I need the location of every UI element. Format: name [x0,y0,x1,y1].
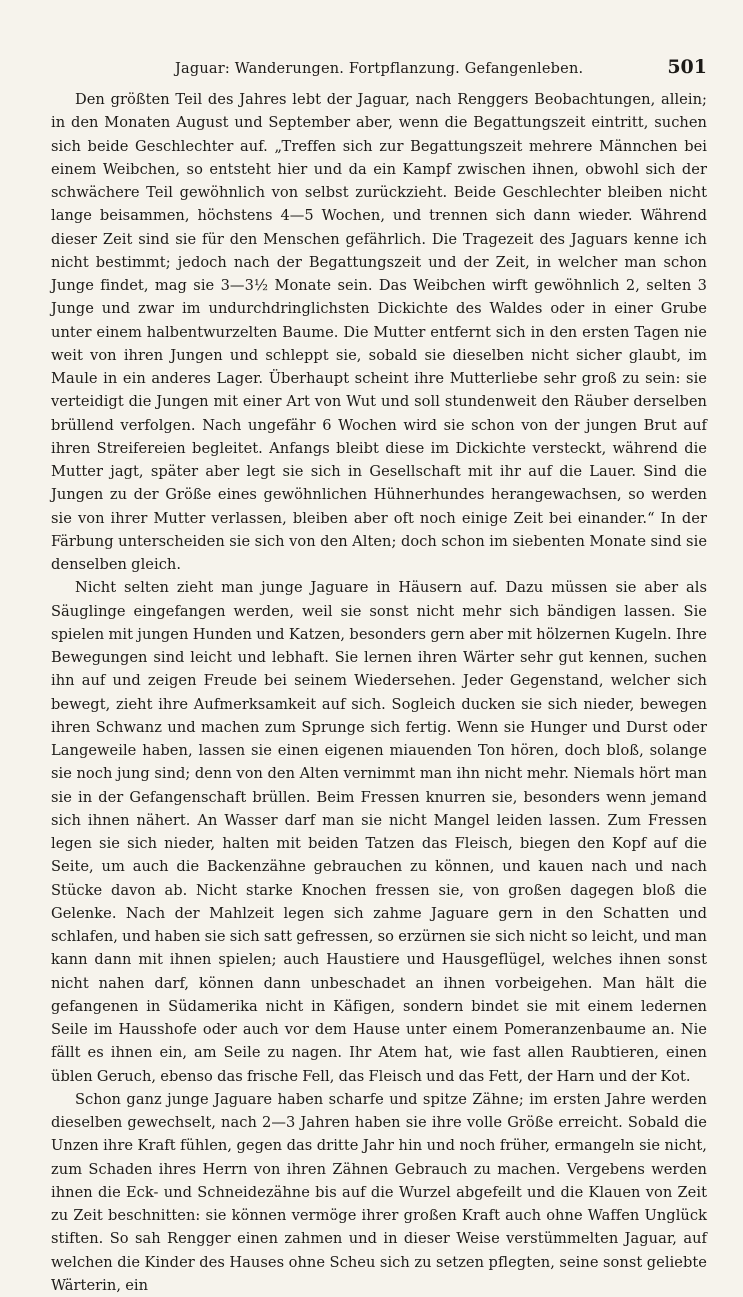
page-number: 501 [667,56,707,78]
paragraph: Nicht selten zieht man junge Jaguare in Häusern auf. Dazu müssen sie aber als Säuglinge eingefangen werden, weil sie sonst nicht mehr sich bändigen lassen. Sie spielen mit jungen Hunden und Katzen, besonders gern aber mit hölzernen Kugeln. Ihre Bewegungen sind leicht und lebhaft. Sie lernen ihren Wärter sehr gut kennen, suchen ihn auf und zeigen Freude bei seinem Wiedersehen. Jeder Gegenstand, welcher sich bewegt, zieht ihre Aufmerksamkeit auf sich. Sogleich ducken sie sich nieder, bewegen ihren Schwanz und machen zum Sprunge sich fertig. Wenn sie Hunger und Durst oder Langeweile haben, lassen sie einen eigenen miauenden Ton hören, doch bloß, solange sie noch jung sind; denn von den Alten vernimmt man ihn nicht mehr. Niemals hört man sie in der Gefangenschaft brüllen. Beim Fressen knurren sie, besonders wenn jemand sich ihnen nähert. An Wasser darf man sie nicht Mangel leiden lassen. Zum Fressen legen sie sich nieder, halten mit beiden Tatzen das Fleisch, biegen den Kopf auf die Seite, um auch die Backenzähne gebrauchen zu können, und kauen nach und nach Stücke davon ab. Nicht starke Knochen fressen sie, von großen dagegen bloß die Gelenke. Nach der Mahlzeit legen sich zahme Jaguare gern in den Schatten und schlafen, und haben sie sich satt gefressen, so erzürnen sie sich nicht so leicht, und man kann dann mit ihnen spielen; auch Haustiere und Hausgeflügel, welches ihnen sonst nicht nahen darf, können dann unbeschadet an ihnen vorbeigehen. Man hält die gefangenen in Südamerika nicht in Käfigen, sondern bindet sie mit einem ledernen Seile im Hausshofe oder auch vor dem Hause unter einem Pomeranzenbaume an. Nie fällt es ihnen ein, am Seile zu nagen. Ihr Atem hat, wie fast allen Raubtieren, einen üblen Geruch, ebenso das frische Fell, das Fleisch und das Fett, der Harn und der Kot. [51,579,707,1085]
body-text [51,88,707,1297]
running-head [51,56,707,78]
running-title: Jaguar: Wanderungen. Fortpflanzung. Gefangenleben. [175,61,584,77]
paragraph: Schon ganz junge Jaguare haben scharfe und spitze Zähne; im ersten Jahre werden dieselben gewechselt, nach 2—3 Jahren haben sie ihre volle Größe erreicht. Sobald die Unzen ihre Kraft fühlen, gegen das dritte Jahr hin und noch früher, ermangeln sie nicht, zum Schaden ihres Herrn von ihren Zähnen Gebrauch zu machen. Vergebens werden ihnen die Eck- und Schneidezähne bis auf die Wurzel abgefeilt und die Klauen von Zeit zu Zeit beschnitten: sie können vermöge ihrer großen Kraft auch ohne Waffen Unglück stiften. So sah Rengger einen zahmen und in dieser Weise verstümmelten Jaguar, auf welchen die Kinder des Hauses ohne Scheu sich zu setzen pflegten, seine sonst geliebte Wärterin, ein [51,1090,707,1294]
paragraph: Den größten Teil des Jahres lebt der Jaguar, nach Renggers Beobachtungen, allein; in den Monaten August und September aber, wenn die Begattungszeit eintritt, suchen sich beide Geschlechter auf. „Treffen sich zur Begattungszeit mehrere Männchen bei einem Weibchen, so entsteht hier und da ein Kampf zwischen ihnen, obwohl sich der schwächere Teil gewöhnlich von selbst zurückzieht. Beide Geschlechter bleiben nicht lange beisammen, höchstens 4—5 Wochen, und trennen sich dann wieder. Während dieser Zeit sind sie für den Menschen gefährlich. Die Tragezeit des Jaguars kenne ich nicht bestimmt; jedoch nach der Begattungszeit und der Zeit, in welcher man schon Junge findet, mag sie 3—3½ Monate sein. Das Weibchen wirft gewöhnlich 2, selten 3 Junge und zwar im undurchdringlichsten Dickichte des Waldes oder in einer Grube unter einem halbentwurzelten Baume. Die Mutter entfernt sich in den ersten Tagen nie weit von ihren Jungen und schleppt sie, sobald sie dieselben nicht sicher glaubt, im Maule in ein anderes Lager. Überhaupt scheint ihre Mutterliebe sehr groß zu sein: sie verteidigt die Jungen mit einer Art von Wut und soll stundenweit den Räuber derselben brüllend verfolgen. Nach ungefähr 6 Wochen wird sie schon von der jungen Brut auf ihren Streifereien begleitet. Anfangs bleibt diese im Dickichte versteckt, während die Mutter jagt, später aber legt sie sich in Gesellschaft mit ihr auf die Lauer. Sind die Jungen zu der Größe eines gewöhnlichen Hühnerhundes herangewachsen, so werden sie von ihrer Mutter verlassen, bleiben aber oft noch einige Zeit bei einander.“ In der Färbung unterscheiden sie sich von den Alten; doch schon im siebenten Monate sind sie denselben gleich. [51,91,707,573]
